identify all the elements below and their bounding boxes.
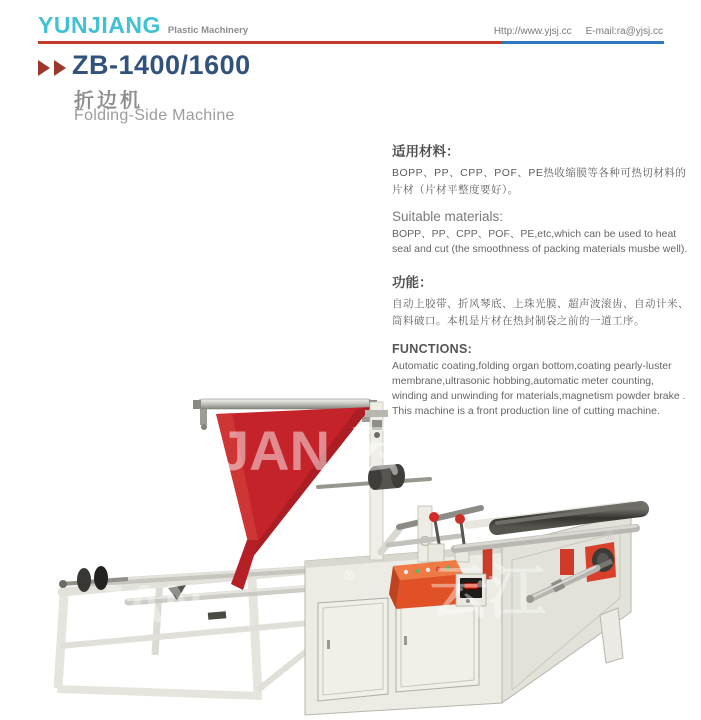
brand-tagline: Plastic Machinery xyxy=(167,25,249,36)
materials-body-cn: BOPP、PP、CPP、POF、PE热收缩膜等各种可热切材料的片材（片材平整度要好）。 xyxy=(392,167,687,196)
divider-red xyxy=(38,41,502,44)
functions-heading-en: FUNCTIONS: xyxy=(392,341,473,356)
materials-heading-en: Suitable materials: xyxy=(392,209,504,224)
divider-blue xyxy=(502,41,664,44)
materials-body-en: BOPP、PP、CPP、POF、PE,etc,which can be used to heat seal and cut (the smoothness of packing materials musbe well). xyxy=(392,228,688,255)
email-text: E-mail:ra@yjsj.cc xyxy=(585,26,663,37)
materials-heading-cn: 适用材料： xyxy=(392,144,460,159)
cabinet-door xyxy=(318,598,388,701)
watermark-top-text: JAN 云 xyxy=(218,419,402,482)
product-name-cn: 折边机 xyxy=(74,90,143,112)
website-text: Http://www.yjsj.cc xyxy=(493,26,572,37)
panel-button xyxy=(415,569,419,573)
functions-body-en: Automatic coating,folding organ bottom,coating pearly-luster membrane,ultrasonic hobbing,automatic meter counting, winding and unwinding for materials,magnetism powder brake . This machine is a front production line of cutting machine. xyxy=(392,359,686,417)
title-arrows xyxy=(38,60,66,76)
arrow-icon xyxy=(38,60,50,76)
watermark-right-text: 云江 xyxy=(430,560,547,625)
contact-links xyxy=(494,26,663,37)
brand-logo: YUNJIANG xyxy=(38,12,161,38)
red-knob xyxy=(429,512,439,522)
registered-mark: ® xyxy=(605,528,615,543)
product-model: ZB-1400/1600 xyxy=(72,50,251,80)
functions-body-cn: 自动上胶带、折风琴底、上珠光膜、超声波滚齿、自动计米、筒料破口。本机是片材在热封制袋之前的一道工序。 xyxy=(392,297,689,327)
registered-mark: ® xyxy=(344,567,355,583)
product-name-en: Folding-Side Machine xyxy=(74,107,235,124)
page-header xyxy=(0,0,701,46)
functions-heading-cn: 功能： xyxy=(392,274,433,290)
machine-photo xyxy=(0,370,701,720)
arrow-icon xyxy=(54,60,66,76)
machine-illustration xyxy=(0,370,701,720)
red-knob xyxy=(455,514,465,524)
panel-button xyxy=(404,570,408,574)
brand-block xyxy=(38,12,248,39)
watermark-left-text: JAN xyxy=(95,574,204,634)
